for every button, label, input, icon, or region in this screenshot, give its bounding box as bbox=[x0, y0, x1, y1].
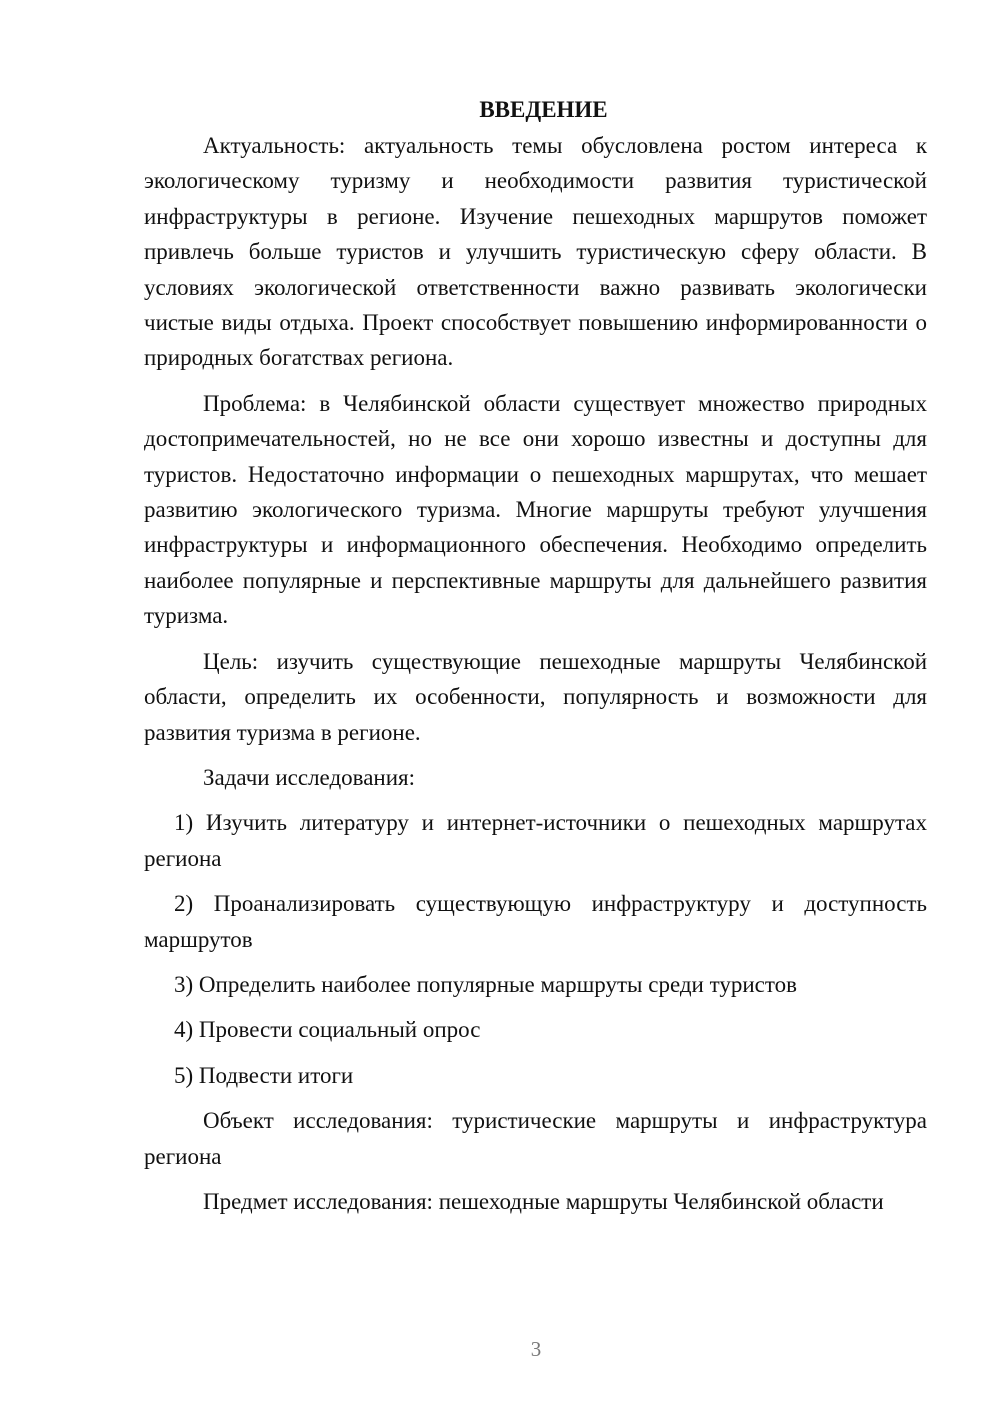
page-number: 3 bbox=[530, 1337, 542, 1361]
subject-paragraph: Предмет исследования: пешеходные маршруты Челябинской области bbox=[203, 1188, 884, 1214]
section-title: ВВЕДЕНИЕ bbox=[479, 97, 608, 122]
task-item-5: 5) Подвести итоги bbox=[174, 1062, 354, 1088]
task-item-3: 3) Определить наиболее популярные маршруты среди туристов bbox=[174, 971, 797, 997]
spacer bbox=[144, 750, 927, 760]
spacer bbox=[144, 634, 927, 644]
page-content bbox=[144, 92, 927, 1219]
spacer bbox=[144, 1002, 927, 1012]
spacer bbox=[144, 1093, 927, 1103]
spacer bbox=[144, 376, 927, 386]
spacer bbox=[144, 876, 927, 886]
task-item-1: 1) Изучить литературу и интернет-источники о пешеходных маршрутах региона bbox=[144, 810, 927, 871]
spacer bbox=[144, 1174, 927, 1184]
relevance-paragraph: Актуальность: актуальность темы обусловлена ростом интереса к экологическому туризму и необходимости развития туристической инфраструктуры в регионе. Изучение пешеходных маршрутов поможет привлечь больше туристов и улучшить туристическую сферу области. В условиях экологической ответственности важно развивать экологически чистые виды отдыха. Проект способствует повышению информированности о природных богатствах региона. bbox=[144, 133, 927, 371]
spacer bbox=[144, 957, 927, 967]
spacer bbox=[144, 795, 927, 805]
task-item-4: 4) Провести социальный опрос bbox=[174, 1017, 481, 1043]
object-paragraph: Объект исследования: туристические маршруты и инфраструктура региона bbox=[144, 1108, 927, 1169]
goal-paragraph: Цель: изучить существующие пешеходные маршруты Челябинской области, определить их особенности, популярность и возможности для развития туризма в регионе. bbox=[144, 648, 927, 745]
spacer bbox=[144, 1048, 927, 1058]
task-item-2: 2) Проанализировать существующую инфраструктуру и доступность маршрутов bbox=[144, 891, 927, 952]
tasks-heading: Задачи исследования: bbox=[203, 764, 416, 790]
problem-paragraph: Проблема: в Челябинской области существует множество природных достопримечательностей, но не все они хорошо известны и доступны для туристов. Недостаточно информации о пешеходных маршрутах, что мешает развитию экологического туризма. Многие маршруты требуют улучшения инфраструктуры и информационного обеспечения. Необходимо определить наиболее популярные и перспективные маршруты для дальнейшего развития туризма. bbox=[144, 390, 927, 629]
